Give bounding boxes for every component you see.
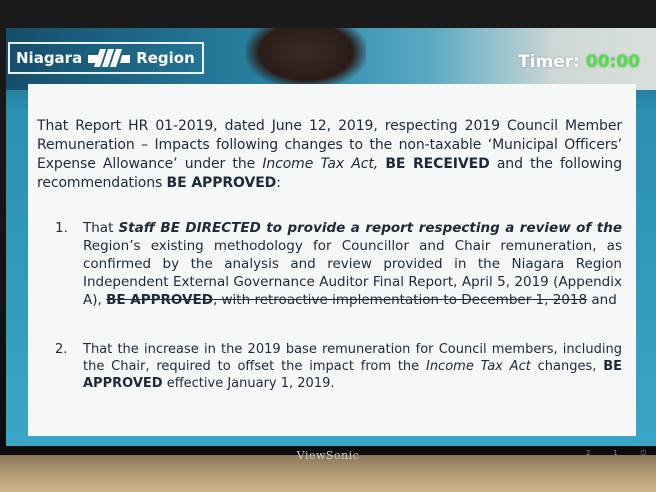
timer-label: Timer: (518, 52, 580, 72)
rec1-struck-bold: BE APPROVED (106, 292, 213, 308)
rec2-italic: Income Tax Act (425, 359, 531, 374)
intro-bold-received: BE RECEIVED (385, 156, 490, 172)
monitor-brand-label: ViewSonic (296, 449, 360, 462)
motion-intro (37, 117, 622, 193)
rec1-body: Region’s existing methodology for Councillor and Chair remuneration, as confirmed by the analysis and review provided in the Niagara Region Independent External Governance Auditor Final Report, April 5, 2019 (Appendix A), (83, 238, 622, 308)
recommendation-text (83, 341, 622, 392)
rec1-struck-rest: , with retroactive implementation to December 1, 2018 (212, 292, 588, 308)
monitor-button-2[interactable]: 2 (586, 449, 591, 457)
recommendation-number: 2. (55, 342, 68, 357)
intro-text-2: and the following recommendations (37, 156, 622, 191)
rec2-pre: That the increase in the 2019 base remuneration for Council members, including the Chair, required to offset the impact from the (83, 342, 622, 374)
recommendation-text (83, 219, 622, 309)
recommendation-number: 1. (55, 220, 68, 236)
timer-value: 00:00 (585, 52, 640, 72)
rec2-post: effective January 1, 2019. (162, 376, 335, 391)
recommendation-1 (37, 219, 622, 309)
intro-text-3: : (276, 175, 281, 191)
rec1-struck (106, 292, 587, 308)
motion-text-panel (28, 84, 636, 436)
logo-word-left: Niagara (16, 49, 83, 67)
logo-falls-icon (88, 47, 130, 69)
logo-word-right: Region (136, 49, 195, 67)
recommendation-2 (37, 341, 622, 392)
monitor-buttons (586, 446, 646, 460)
timer (518, 52, 640, 72)
rec1-tail: and (587, 292, 617, 308)
intro-text-1: That Report HR 01-2019, dated June 12, 2019, respecting 2019 Council Member Remuneration – Impacts following changes to the non-taxable ‘Municipal Officers’ Expense Allowance’ under the (37, 118, 622, 172)
rec1-bold-italic: Staff BE DIRECTED to provide a report respecting a review of the (118, 220, 622, 236)
intro-bold-approved: BE APPROVED (166, 175, 277, 191)
rec2-bold: BE APPROVED (83, 359, 622, 391)
niagara-region-logo (8, 42, 204, 74)
intro-italic-act: Income Tax Act, (262, 156, 379, 172)
rec1-pre: That (83, 220, 119, 236)
reflection-person (246, 28, 366, 88)
rec2-mid: changes, (530, 359, 604, 374)
power-icon[interactable]: ⏻ (640, 448, 646, 457)
monitor-button-1[interactable]: 1 (613, 449, 618, 457)
presentation-screen (6, 28, 656, 446)
